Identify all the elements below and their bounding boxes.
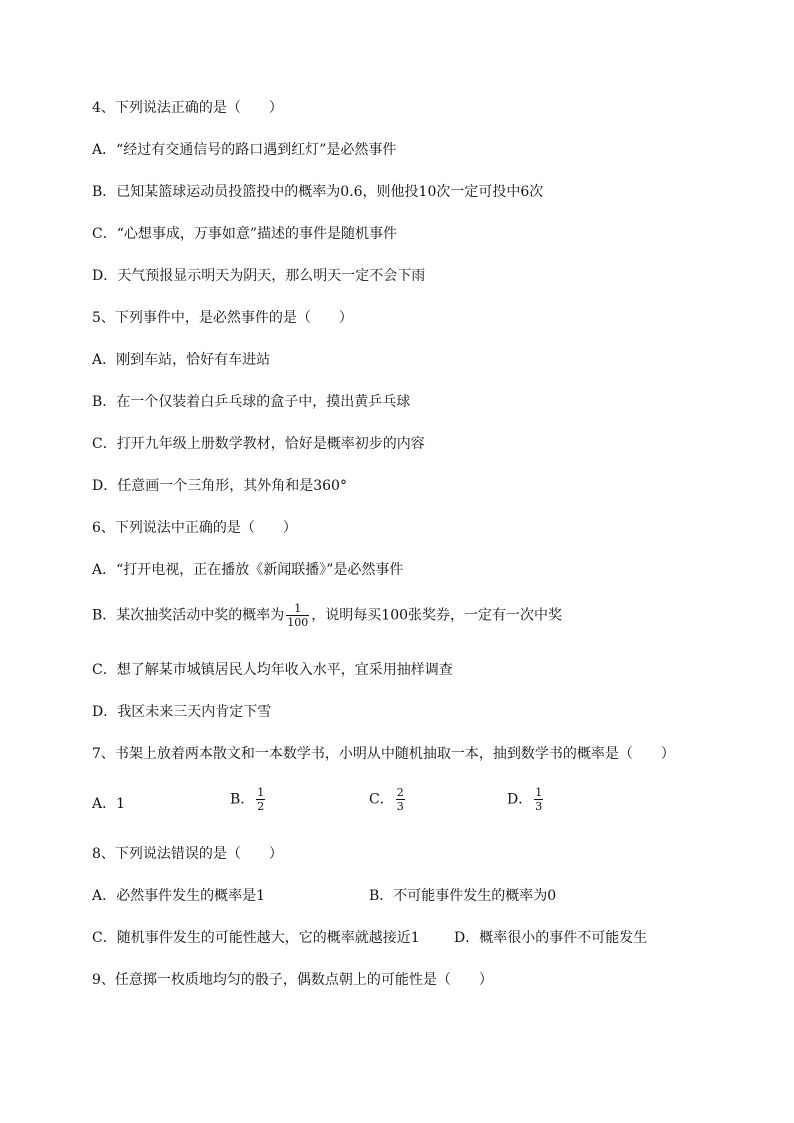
fraction-denominator: 3 [535,800,543,813]
q6-option-d: D．我区未来三天内肯定下雪 [92,704,272,720]
q5-option-a: A．刚到车站，恰好有车进站 [92,352,271,368]
q8-option-b: B．不可能事件发生的概率为0 [369,888,557,904]
q7-option-d [507,786,545,813]
q8-option-d: D．概率很小的事件不可能发生 [454,930,648,946]
fraction-denominator: 100 [287,616,309,629]
q7-option-b-label: B． [230,791,255,808]
q7-option-a: A．1 [92,796,126,812]
q5-stem: 5、下列事件中，是必然事件的是（ ） [92,310,353,326]
q7-option-c-fraction [396,786,405,813]
fraction-numerator: 1 [286,602,309,616]
q6-option-b-fraction [286,602,309,629]
fraction-numerator: 2 [396,786,404,799]
fraction-numerator: 1 [257,786,265,799]
q4-stem: 4、下列说法正确的是（ ） [92,100,283,116]
q4-option-c: C．“心想事成，万事如意”描述的事件是随机事件 [92,226,398,242]
q5-option-c: C．打开九年级上册数学教材，恰好是概率初步的内容 [92,436,425,452]
q6-option-a: A．“打开电视，正在播放《新闻联播》”是必然事件 [92,562,404,578]
q7-option-c-label: C． [369,791,394,808]
q7-option-b-fraction [256,786,265,813]
q4-option-a: A．“经过有交通信号的路口遇到红灯”是必然事件 [92,142,397,158]
q7-option-d-label: D． [507,791,533,808]
q7-stem: 7、书架上放着两本散文和一本数学书，小明从中随机抽取一本，抽到数学书的概率是（ ） [92,746,675,762]
q8-option-c: C．随机事件发生的可能性越大，它的概率就越接近1 [92,930,420,946]
q6-stem: 6、下列说法中正确的是（ ） [92,520,297,536]
q7-option-b [230,786,267,813]
fraction-numerator: 1 [535,786,543,799]
q6-option-b [92,602,562,629]
fraction-denominator: 3 [396,800,404,813]
fraction-denominator: 2 [257,800,265,813]
q6-option-b-suffix: ，说明每买100张奖券，一定有一次中奖 [311,607,563,624]
q4-option-d: D．天气预报显示明天为阴天，那么明天一定不会下雨 [92,268,426,284]
q4-option-b: B．已知某篮球运动员投篮投中的概率为0.6，则他投10次一定可投中6次 [92,184,544,200]
q9-stem: 9、任意掷一枚质地均匀的骰子，偶数点朝上的可能性是（ ） [92,972,493,988]
q8-option-a: A．必然事件发生的概率是1 [92,888,266,904]
q6-option-b-prefix: B．某次抽奖活动中奖的概率为 [92,607,285,624]
q5-option-d: D．任意画一个三角形，其外角和是360° [92,478,347,494]
q7-option-d-fraction [534,786,543,813]
q8-stem: 8、下列说法错误的是（ ） [92,846,283,862]
q6-option-c: C．想了解某市城镇居民人均年收入水平，宜采用抽样调查 [92,662,453,678]
q7-option-c [369,786,407,813]
q5-option-b: B．在一个仅装着白乒乓球的盒子中，摸出黄乒乓球 [92,394,411,410]
